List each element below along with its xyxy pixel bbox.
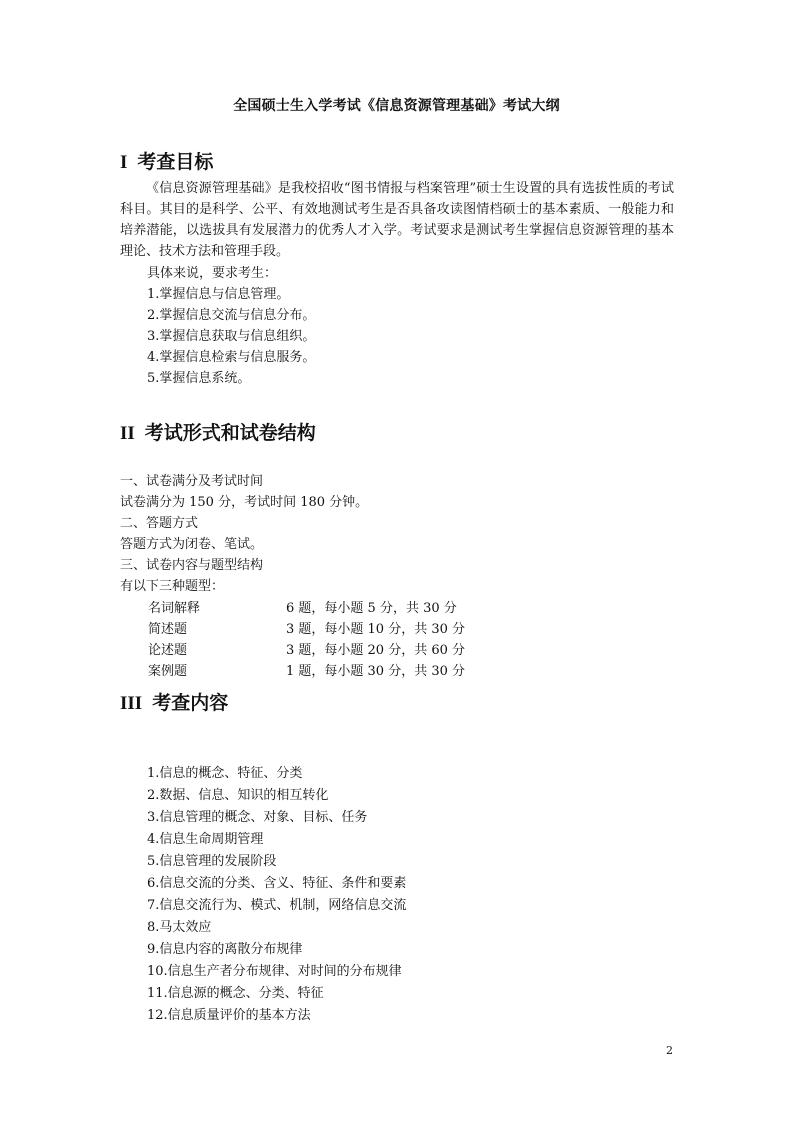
exam-format-item: 一、试卷满分及考试时间	[120, 474, 264, 489]
question-type-row	[148, 597, 465, 618]
content-item: 8.马太效应	[147, 920, 212, 935]
question-type-row	[148, 660, 465, 681]
content-item: 6.信息交流的分类、含义、特征、条件和要素	[147, 876, 407, 891]
requirement-item: 1.掌握信息与信息管理。	[147, 287, 290, 302]
requirement-item: 2.掌握信息交流与信息分布。	[147, 308, 316, 323]
question-type-row	[148, 639, 465, 660]
question-type-name: 案例题	[148, 664, 188, 679]
content-item: 7.信息交流行为、模式、机制，网络信息交流	[147, 898, 407, 913]
section-title: 考查内容	[152, 692, 229, 714]
content-item: 9.信息内容的离散分布规律	[147, 942, 303, 957]
question-type-table	[148, 597, 465, 681]
page-number: 2	[666, 1044, 673, 1057]
section-title: 考查目标	[137, 151, 214, 173]
section-heading-3	[120, 688, 228, 715]
section-number: I	[120, 152, 128, 173]
content-item: 4.信息生命周期管理	[147, 832, 264, 847]
requirement-item: 4.掌握信息检索与信息服务。	[147, 350, 316, 365]
content-item: 2.数据、信息、知识的相互转化	[147, 788, 329, 803]
exam-format-item: 试卷满分为 150 分，考试时间 180 分钟。	[120, 495, 369, 510]
content-item: 3.信息管理的概念、对象、目标、任务	[147, 810, 368, 825]
requirement-item: 5.掌握信息系统。	[147, 371, 251, 386]
objective-paragraph: 《信息资源管理基础》是我校招收“图书情报与档案管理”硕士生设置的具有选拔性质的考试科目。其目的是科学、公平、有效地测试考生是否具备攻读图情档硕士的基本素质、一般能力和培养潜能，以选拔具有发展潜力的优秀人才入学。考试要求是测试考生掌握信息资源管理的基本理论、技术方法和管理手段。	[120, 181, 674, 259]
content-item: 12.信息质量评价的基本方法	[147, 1008, 311, 1023]
document-title: 全国硕士生入学考试《信息资源管理基础》考试大纲	[233, 98, 560, 114]
content-item: 10.信息生产者分布规律、对时间的分布规律	[147, 964, 402, 979]
exam-format-item: 答题方式为闭卷、笔试。	[120, 537, 264, 552]
question-type-detail: 3 题，每小题 10 分，共 30 分	[286, 622, 466, 637]
section-title: 考试形式和试卷结构	[144, 422, 316, 444]
section-number: III	[120, 693, 143, 714]
question-type-name: 名词解释	[148, 601, 201, 616]
content-item: 5.信息管理的发展阶段	[147, 854, 277, 869]
section-heading-1	[120, 147, 213, 174]
exam-format-item: 三、试卷内容与题型结构	[120, 558, 264, 573]
section-number: II	[120, 423, 135, 444]
question-type-row	[148, 618, 465, 639]
question-type-detail: 1 题，每小题 30 分，共 30 分	[286, 664, 466, 679]
section-heading-2	[120, 418, 316, 445]
question-type-detail: 3 题，每小题 20 分，共 60 分	[286, 643, 466, 658]
exam-format-item: 二、答题方式	[120, 516, 199, 531]
question-type-name: 论述题	[148, 643, 188, 658]
content-item: 11.信息源的概念、分类、特征	[147, 986, 324, 1001]
exam-format-item: 有以下三种题型：	[120, 579, 225, 594]
content-item: 1.信息的概念、特征、分类	[147, 766, 303, 781]
question-type-name: 简述题	[148, 622, 188, 637]
question-type-detail: 6 题，每小题 5 分，共 30 分	[286, 601, 457, 616]
requirement-item: 3.掌握信息获取与信息组织。	[147, 329, 316, 344]
requirement-lead: 具体来说，要求考生：	[147, 266, 278, 281]
